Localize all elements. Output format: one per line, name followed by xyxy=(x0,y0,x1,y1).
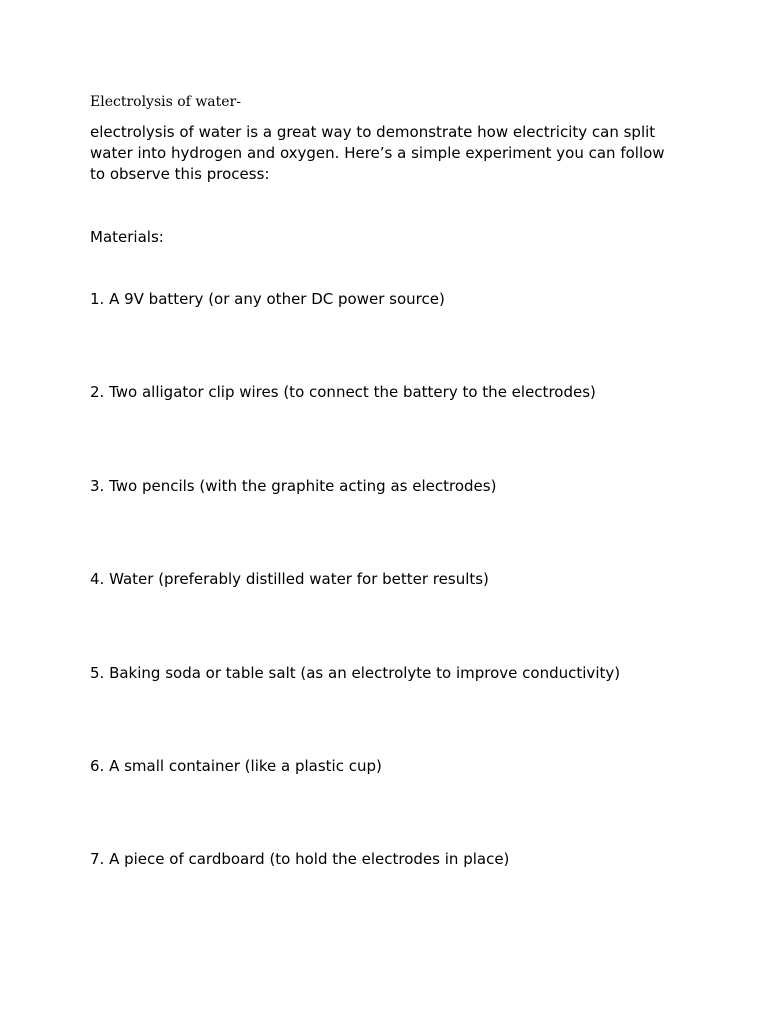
materials-list-item: 5. Baking soda or table salt (as an electrolyte to improve conductivity) xyxy=(90,664,621,682)
materials-list-item: 2. Two alligator clip wires (to connect the battery to the electrodes) xyxy=(90,383,596,401)
materials-list-item: 4. Water (preferably distilled water for better results) xyxy=(90,570,489,588)
materials-list-item: 7. A piece of cardboard (to hold the electrodes in place) xyxy=(90,850,510,868)
document-title: Electrolysis of water- xyxy=(90,94,241,110)
intro-line: to observe this process: xyxy=(90,165,270,183)
materials-list-item: 3. Two pencils (with the graphite acting as electrodes) xyxy=(90,477,497,495)
materials-list-item: 1. A 9V battery (or any other DC power source) xyxy=(90,290,445,308)
intro-paragraph xyxy=(90,122,690,185)
intro-line: electrolysis of water is a great way to demonstrate how electricity can split xyxy=(90,123,656,141)
materials-heading: Materials: xyxy=(90,228,164,246)
materials-list-item: 6. A small container (like a plastic cup) xyxy=(90,757,382,775)
intro-line: water into hydrogen and oxygen. Here’s a simple experiment you can follow xyxy=(90,144,665,162)
